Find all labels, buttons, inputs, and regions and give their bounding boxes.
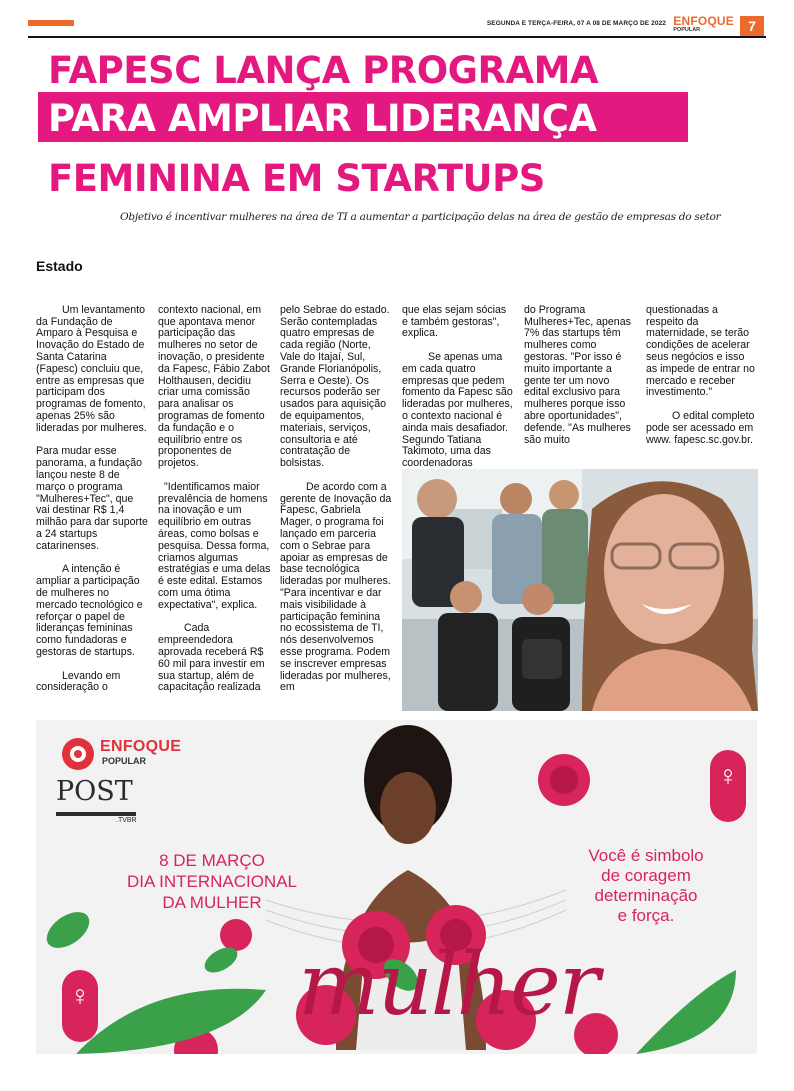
paragraph: "Identificamos maior prevalência de homens na inovação e um equilíbrio em outras áreas, como bolsas e pesquisa. Dessa forma, criamos algumas estratégias e uma delas é este edital. Estamos com uma ótima expectativa", explica.	[158, 480, 271, 611]
paragraph: A intenção é ampliar a participação de mulheres no mercado tecnológico e reforçar o papel de lideranças femininas como fundadoras e gestoras de startups.	[36, 563, 143, 658]
subtitle: Objetivo é incentivar mulheres na área de TI a aumentar a participação delas na área de gestão de empresas do setor	[120, 211, 721, 223]
paragraph: Cada empreendedora aprovada receberá R$ 60 mil para investir em sua startup, além de capacitação realizada	[158, 622, 265, 694]
paragraph: pelo Sebrae do estado. Serão contempladas quatro empresas de cada região (Norte, Vale do Itajaí, Sul, Grande Florianópolis, Serra e Oeste). Os recursos poderão ser usados para aquisição de equipamentos, materiais, serviços, consultoria e até contratação de bolsistas.	[280, 303, 390, 470]
paragraph: De acordo com a gerente de Inovação da Fapesc, Gabriela Mager, o programa foi lançado em parceria com o Sebrae para apoiar as empresas de base tecnológica lideradas por mulheres. "Para incentivar e dar mais visibilidade à participação feminina no ecossistema de TI, nós desenvolvemos esse programa. Podem se inscrever empresas lideradas por mulheres, em	[280, 480, 392, 694]
paragraph: Para mudar esse panorama, a fundação lançou neste 8 de março o programa "Mulheres+Tec", que vai destinar R$ 1,4 milhão para dar suporte a 24 startups catarinenses.	[36, 445, 148, 552]
paragraph: questionadas a respeito da maternidade, se terão condições de acelerar seus negócios e isso as impede de entrar no mercado e receber investimento."	[646, 303, 755, 399]
header-accent-bar	[28, 20, 74, 26]
brand-subname: POPULAR	[673, 27, 701, 33]
female-symbol-icon: ♀	[69, 980, 91, 1011]
event-title-line-2: DA MULHER	[162, 893, 262, 912]
article-column-6	[646, 293, 758, 458]
headline-line-1: FAPESC LANÇA PROGRAMA	[48, 49, 599, 92]
headline-highlight-band	[38, 92, 688, 142]
group-photo	[402, 469, 758, 711]
post-logo-sub: .TVBR	[116, 817, 137, 824]
script-word: mulher	[298, 935, 598, 1035]
tribute-line: e força.	[617, 906, 675, 925]
paragraph: Levando em consideração o	[36, 669, 121, 694]
article-column-1	[36, 293, 148, 706]
paragraph: do Programa Mulheres+Tec, apenas 7% das startups têm mulheres como gestoras. "Por isso é muito importante a gente ter um novo edital exclusivo para mulheres porque isso abre oportunidades", defende. "As mulheres são muito	[524, 303, 631, 446]
edition-date: SEGUNDA E TERÇA-FEIRA, 07 A 08 DE MARÇO DE 2022	[486, 20, 666, 27]
header-rule	[28, 36, 766, 38]
advert-logo-subname: POPULAR	[102, 756, 147, 766]
paragraph: contexto nacional, em que apontava menor participação das mulheres no setor de inovação, o presidente da Fapesc, Fábio Zabot Holthausen, decidiu criar uma comissão para analisar os programas de fomento da fundação e o equilíbrio entre os proponentes de projetos.	[158, 303, 270, 470]
paragraph: Um levantamento da Fundação de Amparo à Pesquisa e Inovação do Estado de Santa Catarina (Fapesc) concluiu que, entre as empresas que participam dos programas de fomento, apenas 25% são lideradas por mulheres.	[36, 303, 147, 434]
article-column-2	[158, 293, 272, 706]
paragraph: O edital completo pode ser acessado em www. fapesc.sc.gov.br.	[646, 409, 755, 446]
headline-line-3: FEMININA EM STARTUPS	[48, 157, 545, 200]
tribute-line: determinação	[594, 886, 698, 905]
tribute-line: de coragem	[601, 866, 691, 885]
article-column-5	[524, 293, 636, 458]
rose	[220, 919, 252, 951]
enfoque-popular-logo	[673, 15, 734, 34]
tribute-message	[556, 846, 736, 926]
female-symbol-icon: ♀	[717, 760, 739, 791]
brand-name: ENFOQUE	[673, 14, 734, 28]
paragraph: Se apenas uma em cada quatro empresas que pedem fomento da Fapesc são lideradas por mulheres, o contexto nacional é ainda mais desafiador. Segundo Tatiana Takimoto, uma das coordenadoras	[402, 350, 513, 470]
event-date: 8 DE MARÇO	[159, 851, 265, 870]
article-column-4	[402, 293, 514, 482]
page-number: 7	[740, 16, 764, 36]
advert-logo-name: ENFOQUE	[100, 738, 182, 755]
event-title-line-1: DIA INTERNACIONAL	[126, 872, 298, 891]
headline-line-2: PARA AMPLIAR LIDERANÇA	[48, 97, 597, 140]
section-label: Estado	[36, 258, 83, 274]
womens-day-advert	[36, 720, 757, 1054]
article-column-3	[280, 293, 394, 706]
tribute-line: Você é simbolo	[588, 846, 704, 865]
group-photo-illustration	[402, 469, 758, 711]
paragraph: que elas sejam sócias e também gestoras", explica.	[402, 303, 507, 340]
post-logo: POST	[56, 776, 133, 807]
